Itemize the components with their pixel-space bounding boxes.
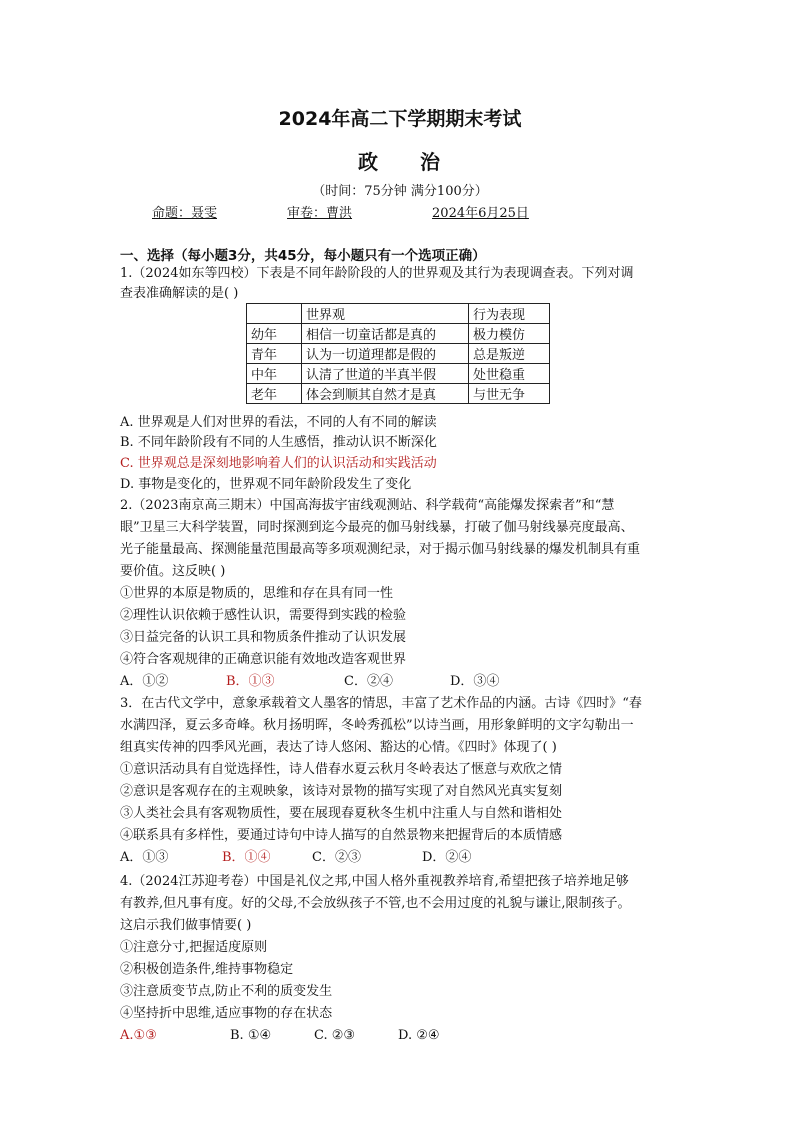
table-cell: 总是叛逆 — [469, 344, 550, 364]
q2-item: ②理性认识依赖于感性认识，需要得到实践的检验 — [120, 608, 407, 623]
q3-stem: 水满四泽，夏云多奇峰。秋月扬明晖，冬岭秀孤松”以诗当画，用形象鲜明的文字勾勒出一 — [120, 718, 634, 733]
table-header-row — [247, 304, 550, 324]
table-row — [247, 364, 550, 384]
q3-item: ④联系具有多样性，要通过诗句中诗人描写的自然景物来把握背后的本质情感 — [120, 828, 563, 843]
q3-options — [120, 848, 471, 868]
q4-option-c: C. ②③ — [314, 1028, 356, 1043]
q4-option-d: D. ②④ — [398, 1028, 440, 1043]
section-heading: 一、选择（每小题3分，共45分，每小题只有一个选项正确） — [120, 248, 486, 264]
q1-stem: 查表准确解读的是( ) — [120, 286, 239, 301]
reviewer: 审卷：曹洪 — [287, 206, 353, 221]
table-cell: 与世无争 — [469, 384, 550, 404]
q3-option-b-answer: B．①④ — [222, 850, 271, 865]
q2-stem: 眼”卫星三大科学装置，同时探测到迄今最亮的伽马射线暴，打破了伽马射线暴亮度最高、 — [120, 520, 634, 535]
q2-options — [120, 672, 499, 692]
table-cell: 处世稳重 — [469, 364, 550, 384]
q4-stem: 有教养,但凡事有度。好的父母,不会放纵孩子不管,也不会用过度的礼貌与谦让,限制孩子。 — [120, 896, 631, 911]
q4-item: ③注意质变节点,防止不利的质变发生 — [120, 984, 333, 999]
q1-stem: 1.（2024如东等四校）下表是不同年龄阶段的人的世界观及其行为表现调查表。下列对调 — [120, 266, 634, 281]
q3-stem: 组真实传神的四季风光画，表达了诗人悠闲、豁达的心情。《四时》体现了( ) — [120, 740, 557, 755]
q3-stem: 3．在古代文学中，意象承载着文人墨客的情思，丰富了艺术作品的内涵。古诗《四时》“春 — [120, 696, 642, 711]
exam-meta — [152, 202, 529, 221]
q2-option-d: D．③④ — [450, 674, 500, 689]
subject-heading — [120, 146, 680, 175]
table-cell: 中年 — [247, 364, 302, 384]
q4-item: ④坚持折中思维,适应事物的存在状态 — [120, 1006, 333, 1021]
q3-option-d: D．②④ — [422, 850, 472, 865]
table-cell — [247, 304, 302, 324]
q1-option-d: D. 事物是变化的，世界观不同年龄阶段发生了变化 — [120, 477, 412, 492]
table-row — [247, 344, 550, 364]
exam-date: 2024年6月25日 — [432, 206, 529, 221]
q3-item: ③人类社会具有客观物质性，要在展现春夏秋冬生机中注重人与自然和谐相处 — [120, 806, 563, 821]
table-cell: 认为一切道理都是假的 — [302, 344, 469, 364]
q2-item: ④符合客观规律的正确意识能有效地改造客观世界 — [120, 652, 407, 667]
survey-table — [246, 303, 550, 404]
exam-title: 2024年高二下学期期末考试 — [278, 108, 522, 130]
q3-option-c: C．②③ — [312, 850, 361, 865]
table-cell: 认清了世道的半真半假 — [302, 364, 469, 384]
table-cell: 幼年 — [247, 324, 302, 344]
q3-item: ②意识是客观存在的主观映象，该诗对景物的描写实现了对自然风光真实复刻 — [120, 784, 563, 799]
q2-item: ③日益完备的认识工具和物质条件推动了认识发展 — [120, 630, 407, 645]
table-row — [247, 384, 550, 404]
q2-item: ①世界的本原是物质的，思维和存在具有同一性 — [120, 586, 394, 601]
q2-stem: 光子能量最高、探测能量范围最高等多项观测纪录，对于揭示伽马射线暴的爆发机制具有重 — [120, 542, 641, 557]
table-row — [247, 324, 550, 344]
q4-stem: 这启示我们做事情要( ) — [120, 918, 252, 933]
setter: 命题：聂雯 — [152, 206, 218, 221]
table-cell: 极力模仿 — [469, 324, 550, 344]
q2-stem: 要价值。这反映( ) — [120, 564, 226, 579]
q4-options — [120, 1026, 440, 1046]
q1-option-b: B. 不同年龄阶段有不同的人生感悟，推动认识不断深化 — [120, 435, 437, 450]
q4-item: ①注意分寸,把握适度原则 — [120, 940, 268, 955]
q3-item: ①意识活动具有自觉选择性，诗人借春水夏云秋月冬岭表达了惬意与欢欣之情 — [120, 762, 563, 777]
q4-item: ②积极创造条件,维持事物稳定 — [120, 962, 294, 977]
table-cell: 青年 — [247, 344, 302, 364]
q2-option-c: C．②④ — [344, 674, 393, 689]
q2-option-b-answer: B．①③ — [226, 674, 275, 689]
table-cell: 老年 — [247, 384, 302, 404]
subject-char-2: 治 — [420, 150, 442, 174]
table-cell: 世界观 — [302, 304, 469, 324]
q2-option-a: A．①② — [120, 674, 169, 689]
q4-option-b: B. ①④ — [230, 1028, 272, 1043]
q4-stem: 4.（2024江苏迎考卷）中国是礼仪之邦,中国人格外重视教养培育,希望把孩子培养地足够 — [120, 874, 629, 889]
time-info: （时间：75分钟 满分100分） — [312, 184, 488, 199]
q1-option-c-answer: C. 世界观总是深刻地影响着人们的认识活动和实践活动 — [120, 456, 437, 471]
subject-char-1: 政 — [358, 150, 380, 174]
table-cell: 行为表现 — [469, 304, 550, 324]
q1-option-a: A. 世界观是人们对世界的看法，不同的人有不同的解读 — [120, 415, 437, 430]
q4-option-a-answer: A.①③ — [120, 1028, 157, 1043]
table-cell: 相信一切童话都是真的 — [302, 324, 469, 344]
q2-stem: 2.（2023南京高三期末）中国高海拔宇宙线观测站、科学载荷“高能爆发探索者”和“慧 — [120, 498, 615, 513]
table-cell: 体会到顺其自然才是真 — [302, 384, 469, 404]
q3-option-a: A．①③ — [120, 850, 169, 865]
